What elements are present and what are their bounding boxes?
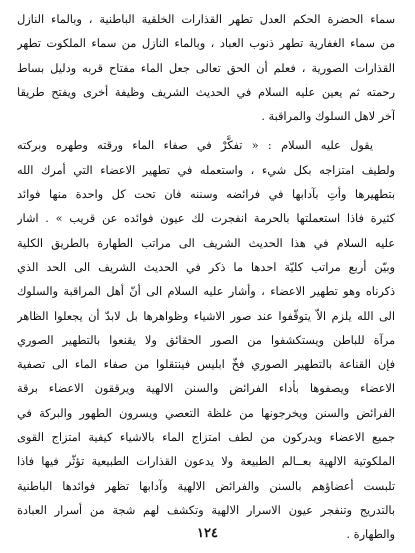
text-line: وبيّن أربع مراتب كليّة احدها ما ذكر في الحديث الشريف الى الحد الذي — [17, 260, 395, 274]
text-line: بالتدريج وتنفجر عيون الاسرار الالهية وتكشف لهم شجة من أسرار العبادة — [17, 503, 395, 517]
text-line: الفرائض والسنن ويخرجونها من غلظة التعصي ويسرون الطهور والبركة في — [17, 406, 395, 420]
text-line: فإن القناعة بالتطهير الصوري فخّ ابليس فينتقلوا من صفاء الماء الى تصفية — [17, 358, 395, 372]
text-line: تلبست أعضاؤهم بالسنن والفرائض الالهية وآدابها تظهر فوائدها الباطنية — [17, 479, 395, 493]
text-line: بتطهيرها وأتِ بآدابها في فرائضه وسننه فان تحت كل واحدة منها فوائد — [17, 188, 395, 202]
text-line: من سماء الغفارية تطهر ذنوب العباد ، وبالماء النازل من سماء الملكوت تطهر — [17, 37, 395, 51]
text-line: الاعضاء ويصفوها بأداء الفرائض والسنن الالهية ويرققون الاعضاء برقة — [17, 382, 395, 396]
text-line: القذارات الصورية ، فعلم أن الحق تعالى جعل الماء مفتاح قربه ودليل بساط — [17, 61, 395, 75]
text-line: الملكوتية الالهية بعــالم الطبيعة ولا يدعون القذارات الطبيعية تؤثّر فيها فاذا — [17, 455, 395, 469]
text-line: جميع الاعضاء ويدركون من لطف امتزاج الماء بالاشياء كيفية امتزاج القوى — [17, 431, 395, 445]
text-line: ذكرناه وهو تطهير الاعضاء ، وأشار عليه السلام الى أنّ أهل المراقبة والسلوك — [17, 285, 395, 299]
text-line: سماء الحضرة الحكم العدل تطهر القذارات الخلقية الباطنية ، وبالماء النازل — [17, 13, 395, 26]
text-line: عليه السلام في هذا الحديث الشريف الى مراتب الطهارة بالطريق الكلية — [17, 236, 395, 250]
text-line: الى الله يلزم الاّ يتوقّفوا عند صور الاشياء وظواهرها بل لابدّ أن يجعلوا الظاهر — [17, 309, 395, 323]
text-line: كثيرة فاذا استعملتها بالحرمة انفجرت لك عيون فوائده عن قريب » . اشار — [17, 212, 395, 226]
page-body — [17, 8, 395, 548]
text-line: آخر لاهل السلوك والمراقبة . — [261, 110, 395, 124]
text-line: يقول عليه السلام : « تفكَّرْ في صفاء الماء ورقته وطهره وبركته — [17, 139, 373, 153]
text-line: رحمته ثم يعين عليه السلام في الحديث الشريف وظيفة أخرى ويفتح طريقا — [17, 85, 395, 99]
paragraph-1 — [17, 8, 395, 129]
paragraph-2 — [17, 134, 395, 547]
text-line: مرآة للباطن ويستكشفوا من الصور الحقائق ولا يقنعوا بالتطهير الصوري — [17, 333, 395, 347]
text-line: والطهارة . — [346, 528, 395, 542]
text-line: ولطيف امتزاجه بكل شيء ، واستعمله في تطهير الاعضاء التي أمرك الله — [17, 163, 395, 177]
page-number: ١٢٤ — [197, 526, 218, 541]
